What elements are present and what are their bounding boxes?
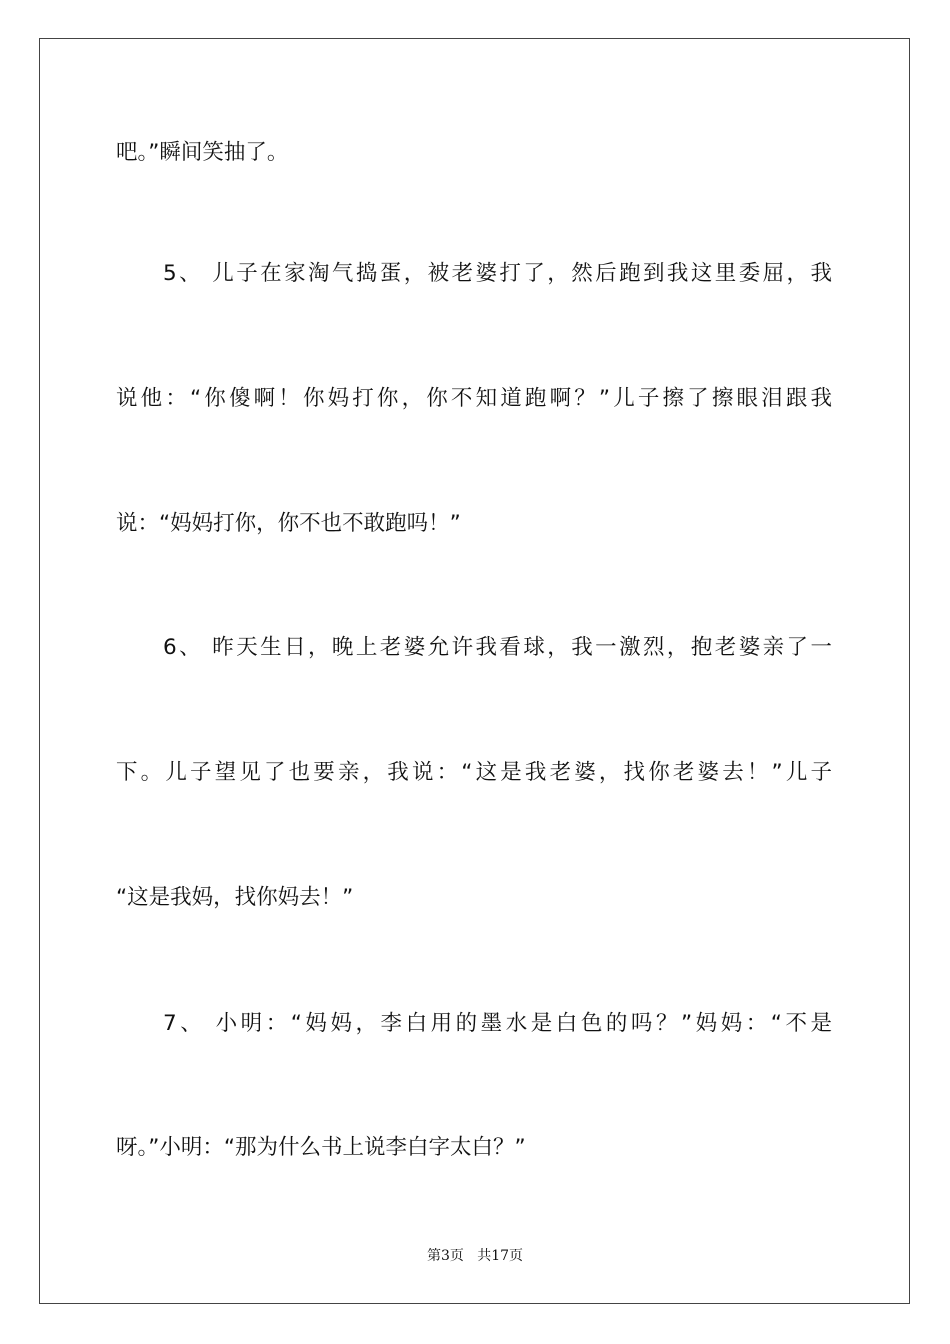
text-line-6: 下。儿子望见了也要亲，我说：“这是我老婆，找你老婆去！”儿子 (116, 760, 832, 785)
text-line-3: 说他：“你傻啊！你妈打你，你不知道跑啊？”儿子擦了擦眼泪跟我 (116, 386, 832, 411)
text-line-4: 说：“妈妈打你，你不也不敢跑吗！” (116, 511, 461, 536)
text-line-9: 呀。”小明：“那为什么书上说李白字太白？” (116, 1135, 526, 1160)
text-line-7: “这是我妈，找你妈去！” (116, 885, 354, 910)
text-line-1: 吧。”瞬间笑抽了。 (116, 140, 289, 165)
text-line-8: 7、 小明：“妈妈，李白用的墨水是白色的吗？”妈妈：“不是 (163, 1011, 832, 1036)
text-line-5: 6、 昨天生日，晚上老婆允许我看球，我一激烈，抱老婆亲了一 (163, 635, 832, 660)
text-line-2: 5、 儿子在家淘气捣蛋，被老婆打了，然后跑到我这里委屈，我 (163, 261, 832, 286)
page-number-footer: 第3页 共17页 (426, 1248, 524, 1264)
page-border (39, 38, 910, 1304)
